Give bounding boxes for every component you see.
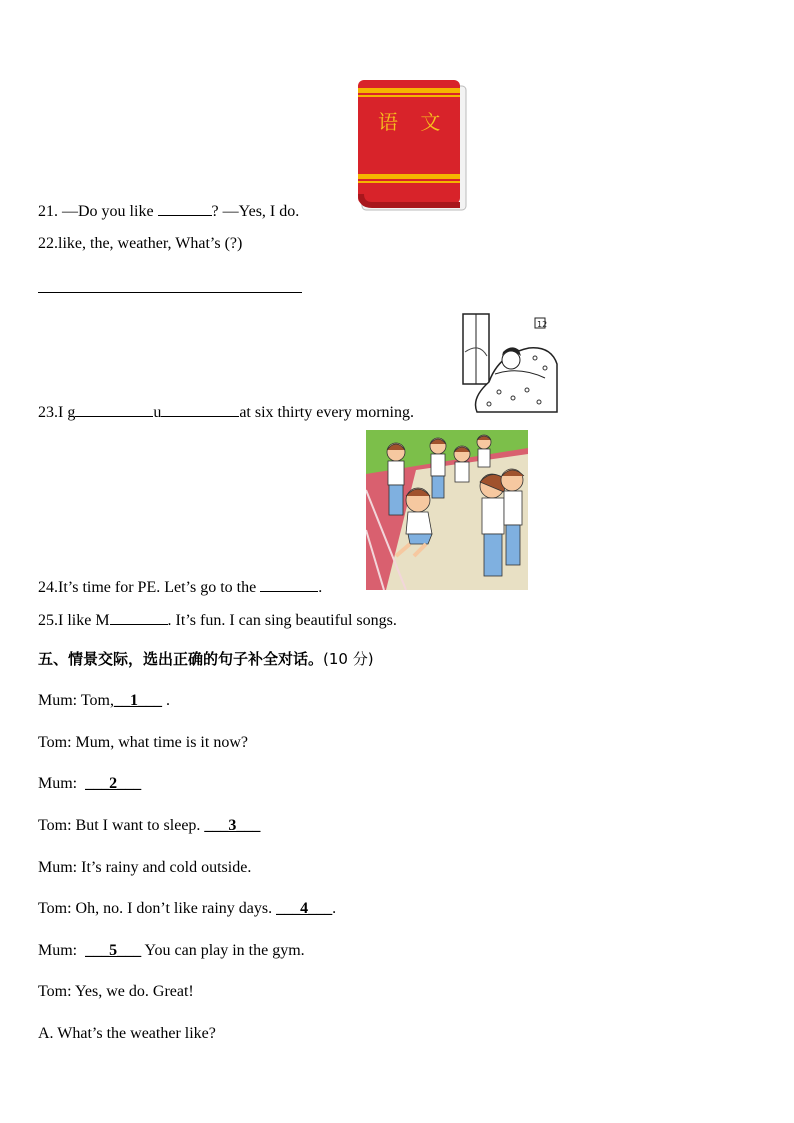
playground-image (366, 430, 528, 590)
speaker: Mum: (38, 859, 78, 876)
speaker: Tom: (38, 900, 72, 917)
section-5-heading: 五、情景交际，选出正确的句子补全对话。(10 分) (38, 650, 374, 668)
answer-blank[interactable] (110, 608, 168, 625)
question-number: 22 (38, 235, 54, 252)
dialogue-blank[interactable]: ___4___ (276, 900, 333, 917)
chinese-book-image (356, 78, 470, 214)
question-number: 24 (38, 579, 54, 596)
speaker: Mum: (38, 692, 78, 709)
question-23: 23.I g u at six thirty every morning. (38, 400, 414, 423)
dialogue-line: Tom: Oh, no. I don’t like rainy days. ___4___. (38, 900, 337, 917)
wake-up-image (459, 312, 559, 416)
answer-blank[interactable] (161, 400, 239, 417)
question-21: 21. —Do you like ? —Yes, I do. (38, 199, 299, 222)
speaker: Mum: (38, 942, 78, 959)
dialogue-line: Tom: Yes, we do. Great! (38, 983, 194, 1000)
dialogue-blank[interactable]: ___3___ (204, 817, 261, 834)
speaker: Tom: (38, 734, 72, 751)
question-number: 25 (38, 612, 54, 629)
dialogue-blank[interactable]: ___2___ (85, 775, 142, 792)
dialogue-blank[interactable]: ___5___ (85, 942, 142, 959)
answer-line[interactable] (38, 292, 302, 293)
question-22: 22.like, the, weather, What’s (?) (38, 235, 243, 252)
question-24: 24.It’s time for PE. Let’s go to the . (38, 575, 322, 598)
answer-blank[interactable] (260, 575, 318, 592)
dialogue-line: Mum: It’s rainy and cold outside. (38, 859, 252, 876)
question-25: 25.I like M . It’s fun. I can sing beautiful songs. (38, 608, 397, 631)
dialogue-line: Mum: ___5___ You can play in the gym. (38, 942, 305, 959)
dialogue-line: Tom: But I want to sleep. ___3___ (38, 817, 261, 834)
speaker: Tom: (38, 983, 72, 1000)
answer-blank[interactable] (158, 199, 212, 216)
option-a: A. What’s the weather like? (38, 1025, 216, 1042)
svg-text:12: 12 (537, 320, 548, 329)
dialogue-line (38, 774, 141, 794)
question-number: 21 (38, 203, 54, 220)
speaker: Mum: (38, 775, 78, 792)
book-label: 语 文 (378, 110, 449, 134)
question-number: 23 (38, 404, 54, 421)
dialogue-line: Tom: Mum, what time is it now? (38, 734, 248, 751)
dialogue-blank[interactable]: __1___ (113, 692, 162, 709)
answer-blank[interactable] (75, 400, 153, 417)
speaker: Tom: (38, 817, 72, 834)
dialogue-line: Mum: Tom,__1___ . (38, 692, 170, 709)
